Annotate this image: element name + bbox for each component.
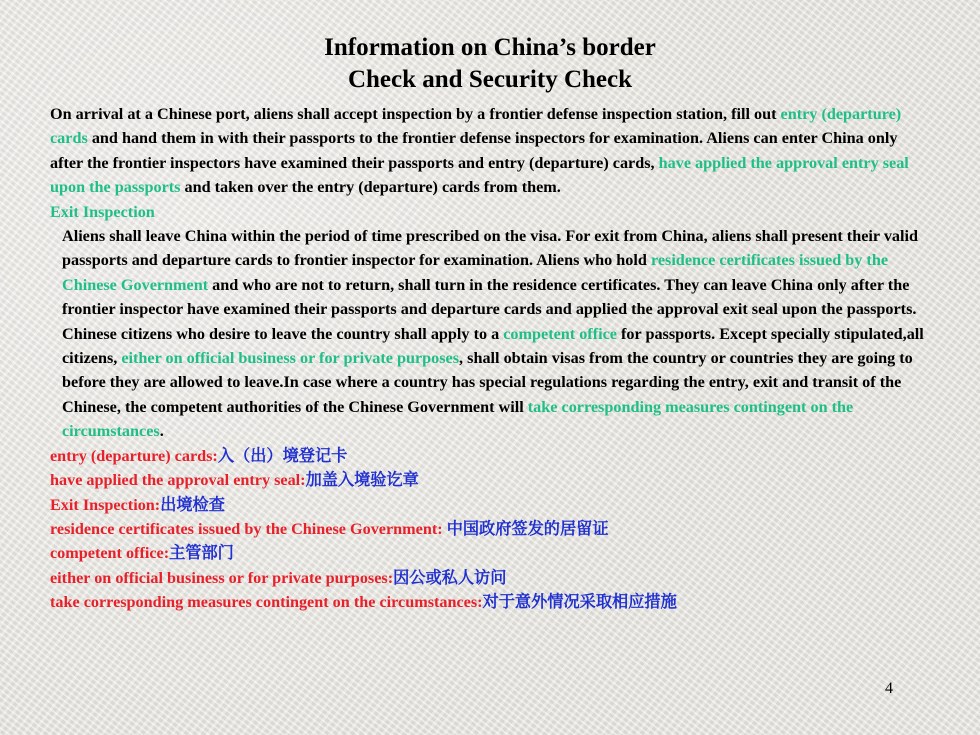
glossary-translation: 中国政府签发的居留证 [446, 519, 609, 538]
glossary-term: have applied the approval entry seal: [50, 471, 306, 490]
glossary-item [50, 468, 925, 492]
text-run: On arrival at a Chinese port, aliens shall accept inspection by a frontier defense inspection station, fill out [50, 105, 781, 123]
glossary-translation: 主管部门 [169, 544, 234, 563]
text-run: and hand them in with their passports to the frontier defense inspectors for examination. Aliens can enter China only after the frontier inspectors have examined their passports and entry (departure) cards, [50, 129, 898, 172]
glossary-item [50, 493, 925, 517]
glossary-term: competent office: [50, 544, 170, 563]
paragraph-exit-aliens [50, 224, 925, 322]
highlighted-term: residence certificates issued by the Chinese Government [62, 251, 889, 294]
glossary-term: take corresponding measures contingent on the circumstances: [50, 593, 483, 612]
text-run: and taken over the entry (departure) cards from them. [180, 178, 561, 197]
text-run: Chinese citizens who desire to leave the country shall apply to a [62, 324, 504, 343]
text-run: . [159, 422, 164, 441]
glossary-term: either on official business or for private purposes: [50, 568, 394, 587]
glossary-translation: 因公或私人访问 [393, 568, 507, 587]
text-run: Aliens shall leave China within the period of time prescribed on the visa. For exit from China, aliens shall present their valid passports and departure cards to frontier inspector for examination. Aliens who hold [62, 227, 919, 270]
glossary-item [50, 566, 925, 590]
highlighted-term: competent office [503, 324, 617, 343]
title-line-1: Information on China’s border [324, 34, 656, 61]
highlighted-term: have applied the approval entry seal upon the passports [50, 153, 909, 197]
title-line-2: Check and Security Check [347, 66, 633, 93]
paragraph-exit-citizens [50, 322, 925, 444]
highlighted-term: entry (departure) cards [50, 105, 902, 148]
paragraph-entry-inspection [50, 102, 925, 200]
glossary-term: entry (departure) cards: [50, 446, 218, 465]
glossary-list [50, 444, 925, 615]
glossary-translation: 加盖入境验讫章 [305, 471, 419, 490]
slide-title [0, 32, 980, 96]
glossary-item [50, 541, 925, 565]
highlighted-term: take corresponding measures contingent on the circumstances [62, 397, 854, 441]
glossary-translation: 入（出）境登记卡 [217, 446, 348, 465]
glossary-translation: 出境检查 [160, 495, 225, 514]
glossary-term: residence certificates issued by the Chinese Government: [50, 519, 447, 538]
glossary-term: Exit Inspection: [50, 495, 161, 514]
glossary-item [50, 590, 925, 614]
page-number: 4 [885, 680, 893, 697]
slide-body [50, 102, 925, 615]
highlighted-term: either on official business or for private purposes [121, 349, 460, 368]
text-run: for passports. Except specially stipulated,all citizens, [62, 324, 924, 368]
text-run: and who are not to return, shall turn in the residence certificates. They can leave China only after the frontier inspector have examined their passports and departure cards and applied the approval exit seal upon the passports. [62, 275, 917, 319]
glossary-translation: 对于意外情况采取相应措施 [482, 593, 677, 612]
text-run: , shall obtain visas from the country or countries they are going to before they are allowed to leave.In case where a country has special regulations regarding the entry, exit and transit of the Chinese, the competent authorities of the Chinese Government will [62, 349, 913, 416]
glossary-item [50, 444, 925, 468]
glossary-item [50, 517, 925, 541]
exit-inspection-heading: Exit Inspection [50, 202, 155, 221]
